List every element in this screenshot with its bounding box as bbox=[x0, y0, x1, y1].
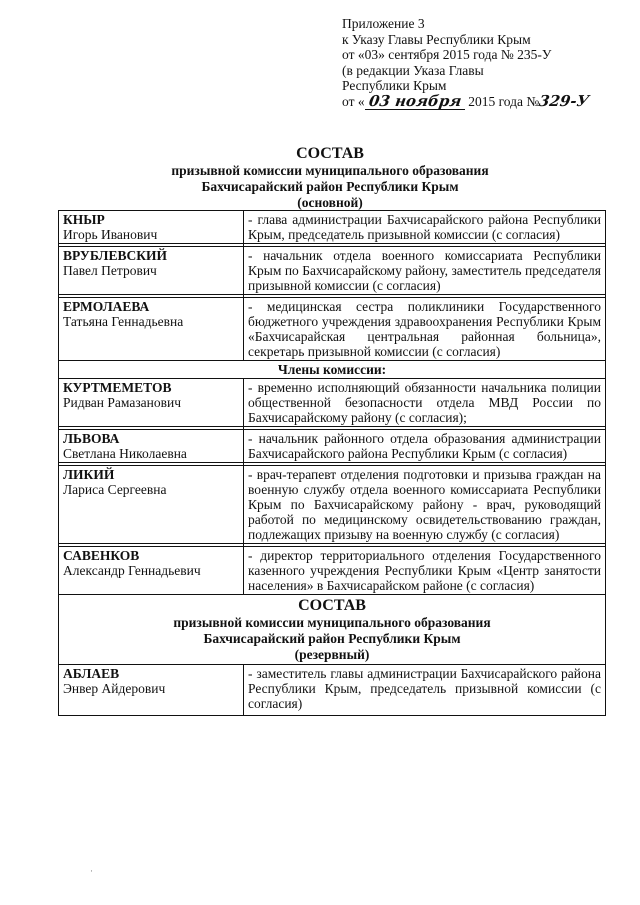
header-line: от «03» сентября 2015 года № 235-У bbox=[342, 47, 552, 62]
member-name-cell bbox=[59, 547, 244, 595]
document-header bbox=[342, 16, 589, 110]
title-line: призывной комиссии муниципального образования bbox=[171, 163, 489, 178]
member-name-cell bbox=[59, 665, 244, 716]
title-heading: СОСТАВ bbox=[296, 145, 364, 162]
table-row bbox=[59, 665, 606, 716]
reserve-title bbox=[59, 595, 606, 665]
title-line: (резервный) bbox=[294, 647, 370, 662]
member-name-cell bbox=[59, 466, 244, 544]
table-row bbox=[59, 379, 606, 427]
table-row bbox=[59, 298, 606, 361]
member-given-name: Ридван Рамазанович bbox=[63, 395, 182, 410]
title-line: Бахчисарайский район Республики Крым bbox=[203, 631, 461, 646]
member-role: - глава администрации Бахчисарайского района Республики Крым, председатель призывной комиссии (с согласия) bbox=[244, 211, 606, 244]
member-name-cell bbox=[59, 211, 244, 244]
member-surname: ВРУБЛЕВСКИЙ bbox=[63, 248, 168, 263]
title-heading: СОСТАВ bbox=[298, 597, 366, 614]
member-role: - заместитель главы администрации Бахчисарайского района Республики Крым, председатель призывной комиссии (с согласия) bbox=[244, 665, 606, 716]
member-surname: КНЫР bbox=[63, 212, 105, 227]
member-given-name: Александр Геннадьевич bbox=[63, 563, 201, 578]
title-line: Бахчисарайский район Республики Крым bbox=[201, 179, 459, 194]
member-given-name: Лариса Сергеевна bbox=[63, 482, 167, 497]
table-row bbox=[59, 361, 606, 379]
member-surname: ЛЬВОВА bbox=[63, 431, 120, 446]
commission-table bbox=[58, 210, 606, 716]
member-name-cell bbox=[59, 430, 244, 463]
member-name-cell bbox=[59, 379, 244, 427]
table-row bbox=[59, 430, 606, 463]
member-given-name: Игорь Иванович bbox=[63, 227, 158, 242]
member-surname: ЕРМОЛАЕВА bbox=[63, 299, 150, 314]
date-prefix: от « bbox=[342, 93, 365, 109]
members-heading: Члены комиссии: bbox=[59, 361, 606, 379]
header-line: Приложение 3 bbox=[342, 16, 425, 31]
member-given-name: Энвер Айдерович bbox=[63, 681, 166, 696]
member-role: - начальник отдела военного комиссариата Республики Крым по Бахчисарайскому району, заместитель председателя призывной комиссии (с согласия) bbox=[244, 247, 606, 295]
table-row bbox=[59, 595, 606, 665]
member-role: - медицинская сестра поликлиники Государственного бюджетного учреждения здравоохранения Республики Крым «Бахчисарайская центральная районная больница», секретарь призывной комиссии (с согласия) bbox=[244, 298, 606, 361]
member-name-cell bbox=[59, 298, 244, 361]
member-given-name: Светлана Николаевна bbox=[63, 446, 187, 461]
member-name-cell bbox=[59, 247, 244, 295]
member-role: - директор территориального отделения Государственного казенного учреждения Республики Крым «Центр занятости населения» в Бахчисарайском районе (с согласия) bbox=[244, 547, 606, 595]
header-line: Республики Крым bbox=[342, 78, 447, 93]
title-line: (основной) bbox=[297, 195, 363, 210]
member-surname: КУРТМЕМЕТОВ bbox=[63, 380, 172, 395]
table-row bbox=[59, 466, 606, 544]
member-surname: ЛИКИЙ bbox=[63, 467, 115, 482]
header-line: (в редакции Указа Главы bbox=[342, 62, 484, 78]
header-date-line bbox=[342, 91, 591, 111]
member-surname: АБЛАЕВ bbox=[63, 666, 120, 681]
table-row bbox=[59, 547, 606, 595]
table-row bbox=[59, 211, 606, 244]
table-row bbox=[59, 247, 606, 295]
handwritten-number: 329-У bbox=[538, 91, 591, 110]
member-surname: САВЕНКОВ bbox=[63, 548, 140, 563]
member-given-name: Павел Петрович bbox=[63, 263, 157, 278]
date-suffix: 2015 года № bbox=[464, 93, 540, 109]
header-line: к Указу Главы Республики Крым bbox=[342, 31, 531, 47]
member-role: - начальник районного отдела образования администрации Бахчисарайского района Республики Крым (с согласия) bbox=[244, 430, 606, 463]
scan-mark: · bbox=[90, 866, 93, 876]
title-line: призывной комиссии муниципального образования bbox=[173, 615, 491, 630]
handwritten-date: 03 ноября bbox=[367, 91, 463, 110]
member-role: - врач-терапевт отделения подготовки и призыва граждан на военную службу отдела военного комиссариата Республики Крым по Бахчисарайскому району - врач, руководящий работой по медицинскому освидетельствованию граждан, подлежащих призыву на военную службу (с согласия) bbox=[244, 466, 606, 544]
main-title bbox=[60, 144, 600, 211]
member-given-name: Татьяна Геннадьевна bbox=[63, 314, 184, 329]
member-role: - временно исполняющий обязанности начальника полиции общественной безопасности отдела МВД России по Бахчисарайскому району (с согласия); bbox=[244, 379, 606, 427]
